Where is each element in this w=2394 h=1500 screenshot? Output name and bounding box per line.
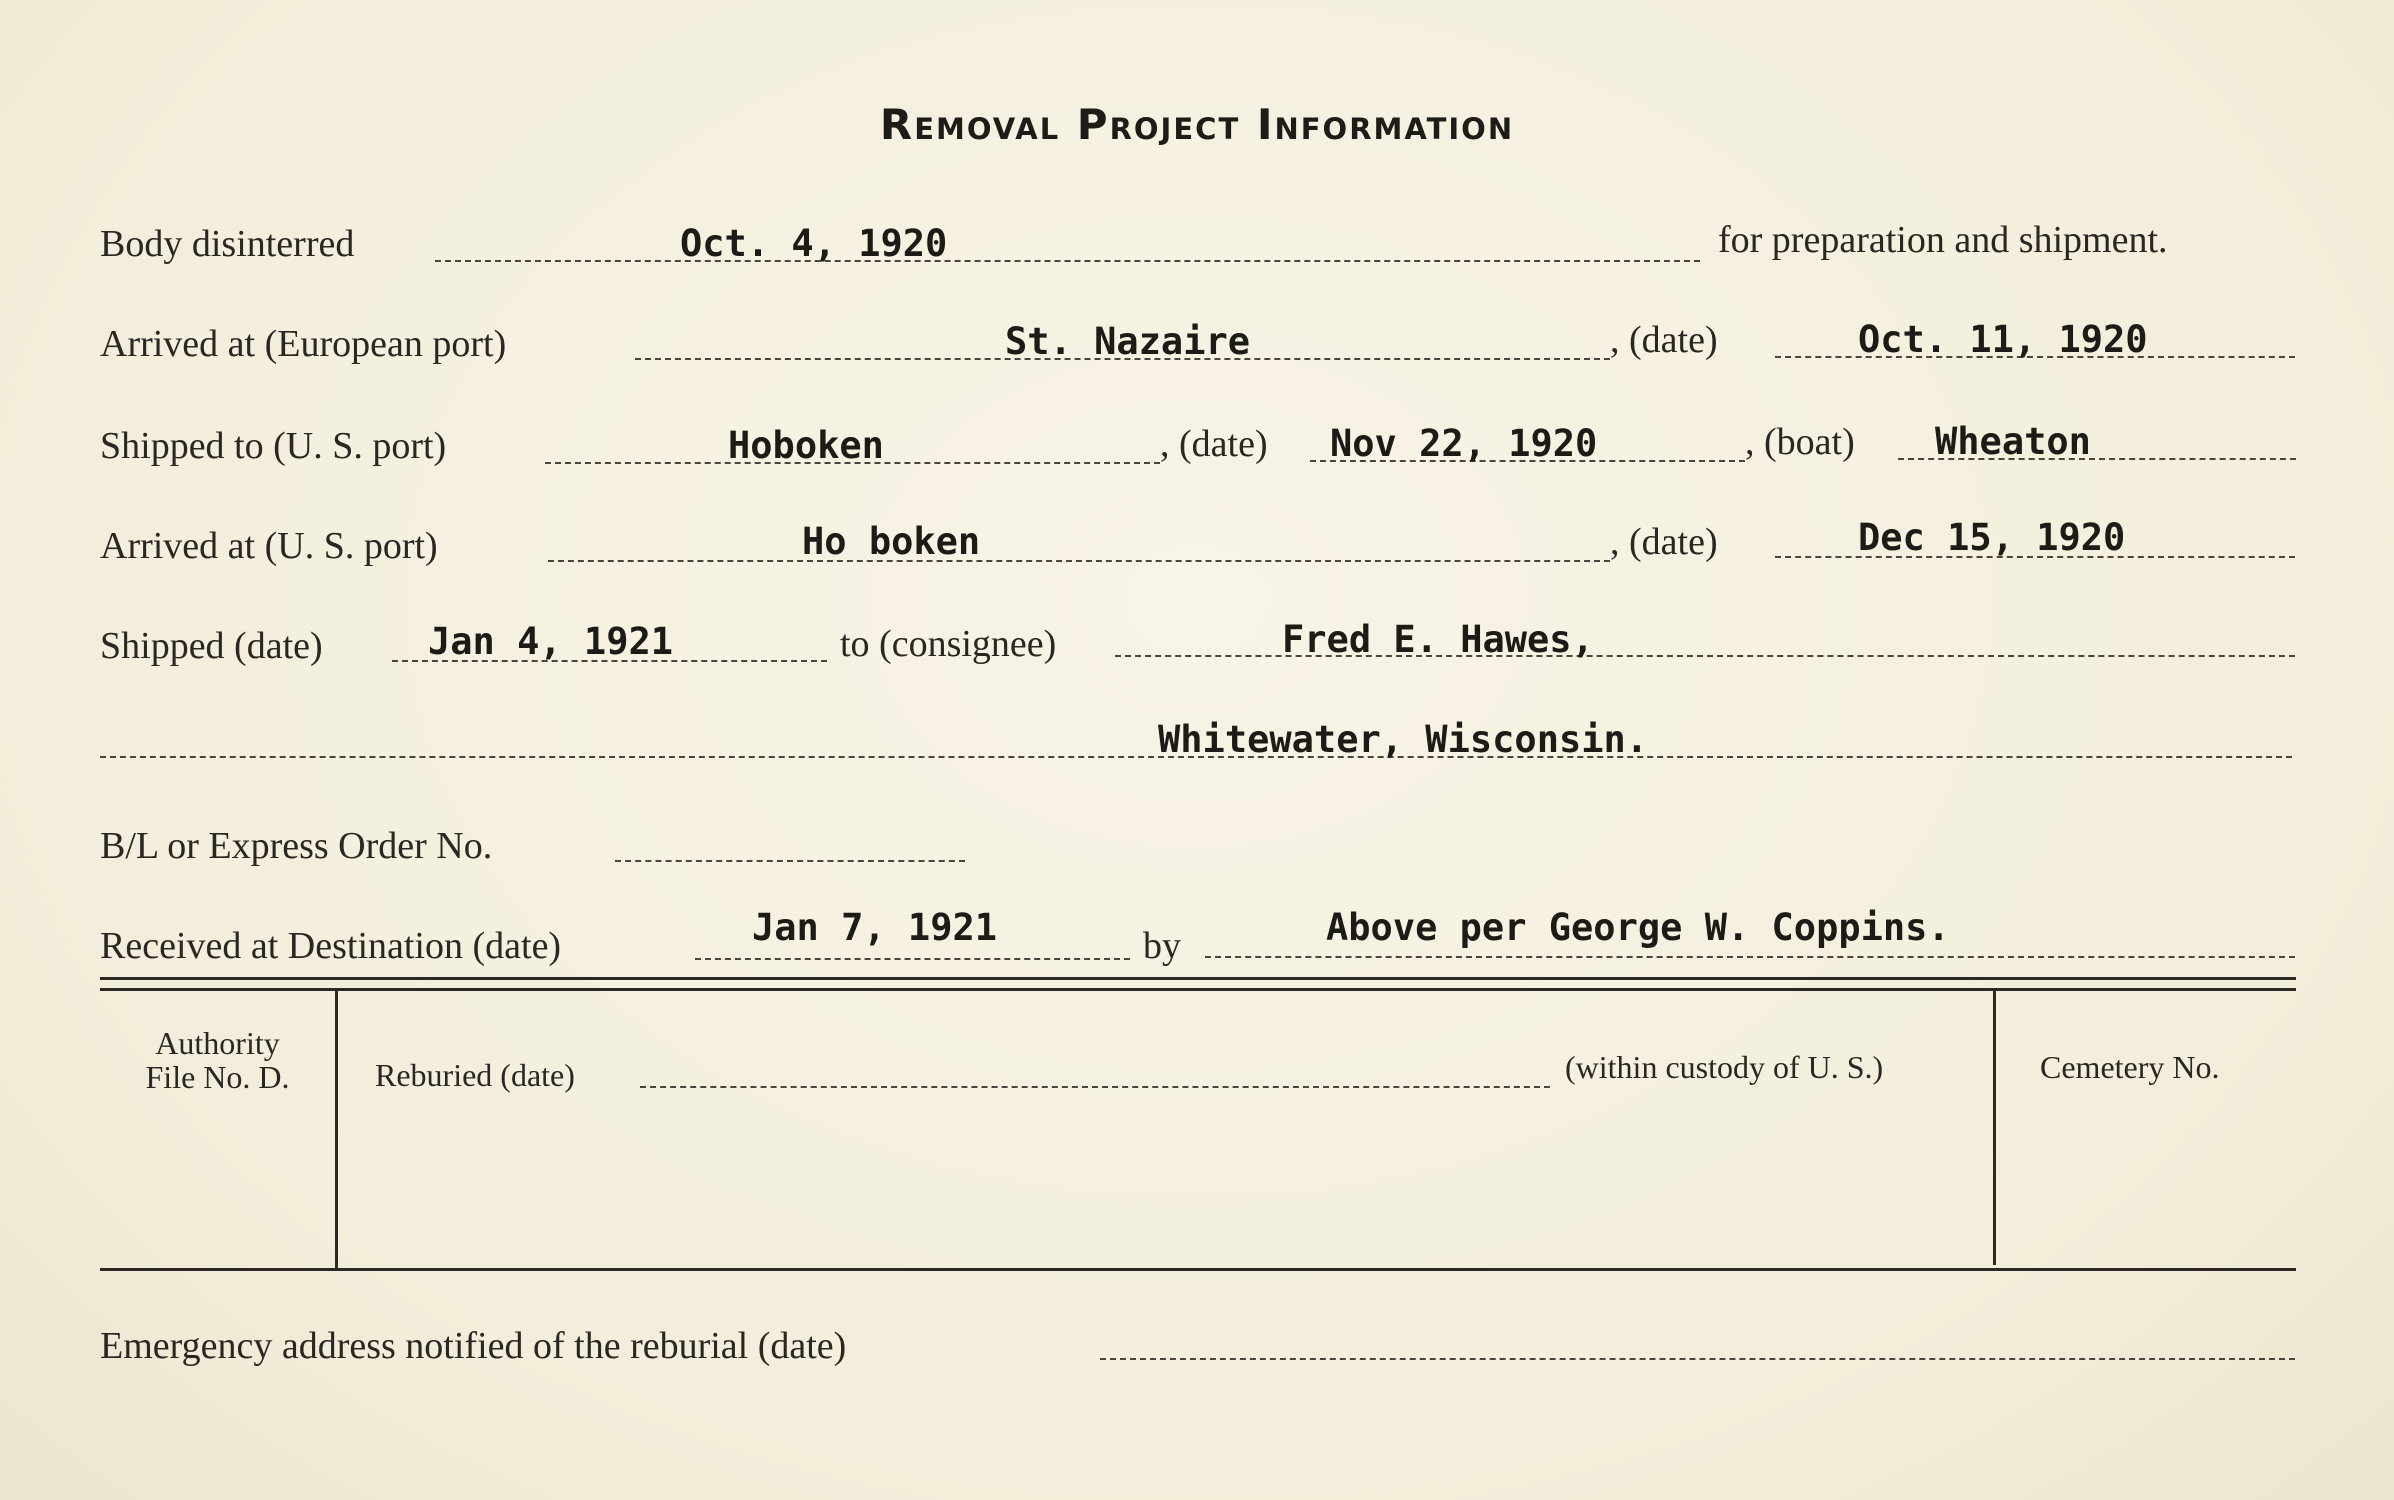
card-title: Removal Project Information [879, 100, 1515, 149]
euro-port-date-label: , (date) [1610, 319, 1718, 361]
arrived-us-line [548, 560, 1610, 562]
arrived-us-date-label: , (date) [1610, 521, 1718, 563]
shipped-us-port: Hoboken [728, 424, 884, 467]
authority-line2: File No. D. [145, 1059, 290, 1095]
received-by-label: by [1143, 925, 1181, 967]
shipped-us-label: Shipped to (U. S. port) [100, 425, 447, 467]
disinterred-line [435, 260, 1700, 262]
received-date-line [695, 958, 1130, 960]
box-bottom-rule [100, 1268, 2296, 1271]
emergency-line [1100, 1358, 2295, 1360]
shipped-label: Shipped (date) [100, 625, 323, 667]
shipped-date: Jan 4, 1921 [428, 620, 674, 663]
box-divider-left [335, 990, 338, 1270]
authority-label [115, 1026, 320, 1094]
received-date: Jan 7, 1921 [752, 906, 998, 949]
received-by-line [1205, 956, 2295, 958]
consignee-name: Fred E. Hawes, [1282, 618, 1594, 661]
box-top-rule-2 [100, 988, 2296, 991]
bl-line [615, 860, 965, 862]
consignee-label: to (consignee) [840, 623, 1057, 665]
euro-port-label: Arrived at (European port) [100, 323, 507, 365]
authority-line1: Authority [155, 1025, 280, 1061]
disinterred-label: Body disinterred [100, 223, 355, 265]
custody-label: (within custody of U. S.) [1565, 1049, 1884, 1085]
shipped-us-date-label: , (date) [1160, 423, 1268, 465]
arrived-us-label: Arrived at (U. S. port) [100, 525, 438, 567]
received-by: Above per George W. Coppins. [1326, 906, 1950, 949]
disinterred-date: Oct. 4, 1920 [680, 222, 948, 265]
shipped-us-boat: Wheaton [1935, 420, 2091, 463]
reburied-label: Reburied (date) [375, 1057, 575, 1093]
arrived-us-date: Dec 15, 1920 [1858, 516, 2126, 559]
consignee-address: Whitewater, Wisconsin. [1158, 718, 1649, 761]
emergency-label: Emergency address notified of the reburial (date) [100, 1325, 847, 1367]
box-divider-right [1993, 990, 1996, 1265]
cemetery-label: Cemetery No. [2040, 1049, 2220, 1085]
euro-port-date: Oct. 11, 1920 [1858, 318, 2148, 361]
euro-port-value: St. Nazaire [1005, 320, 1251, 363]
shipped-us-boat-label: , (boat) [1745, 421, 1855, 463]
bl-label: B/L or Express Order No. [100, 825, 493, 867]
reburied-line [640, 1086, 1550, 1088]
disinterred-suffix: for preparation and shipment. [1718, 219, 2168, 261]
box-top-rule [100, 977, 2296, 980]
received-label: Received at Destination (date) [100, 925, 562, 967]
arrived-us-port: Ho boken [802, 520, 981, 563]
shipped-us-date: Nov 22, 1920 [1330, 422, 1598, 465]
